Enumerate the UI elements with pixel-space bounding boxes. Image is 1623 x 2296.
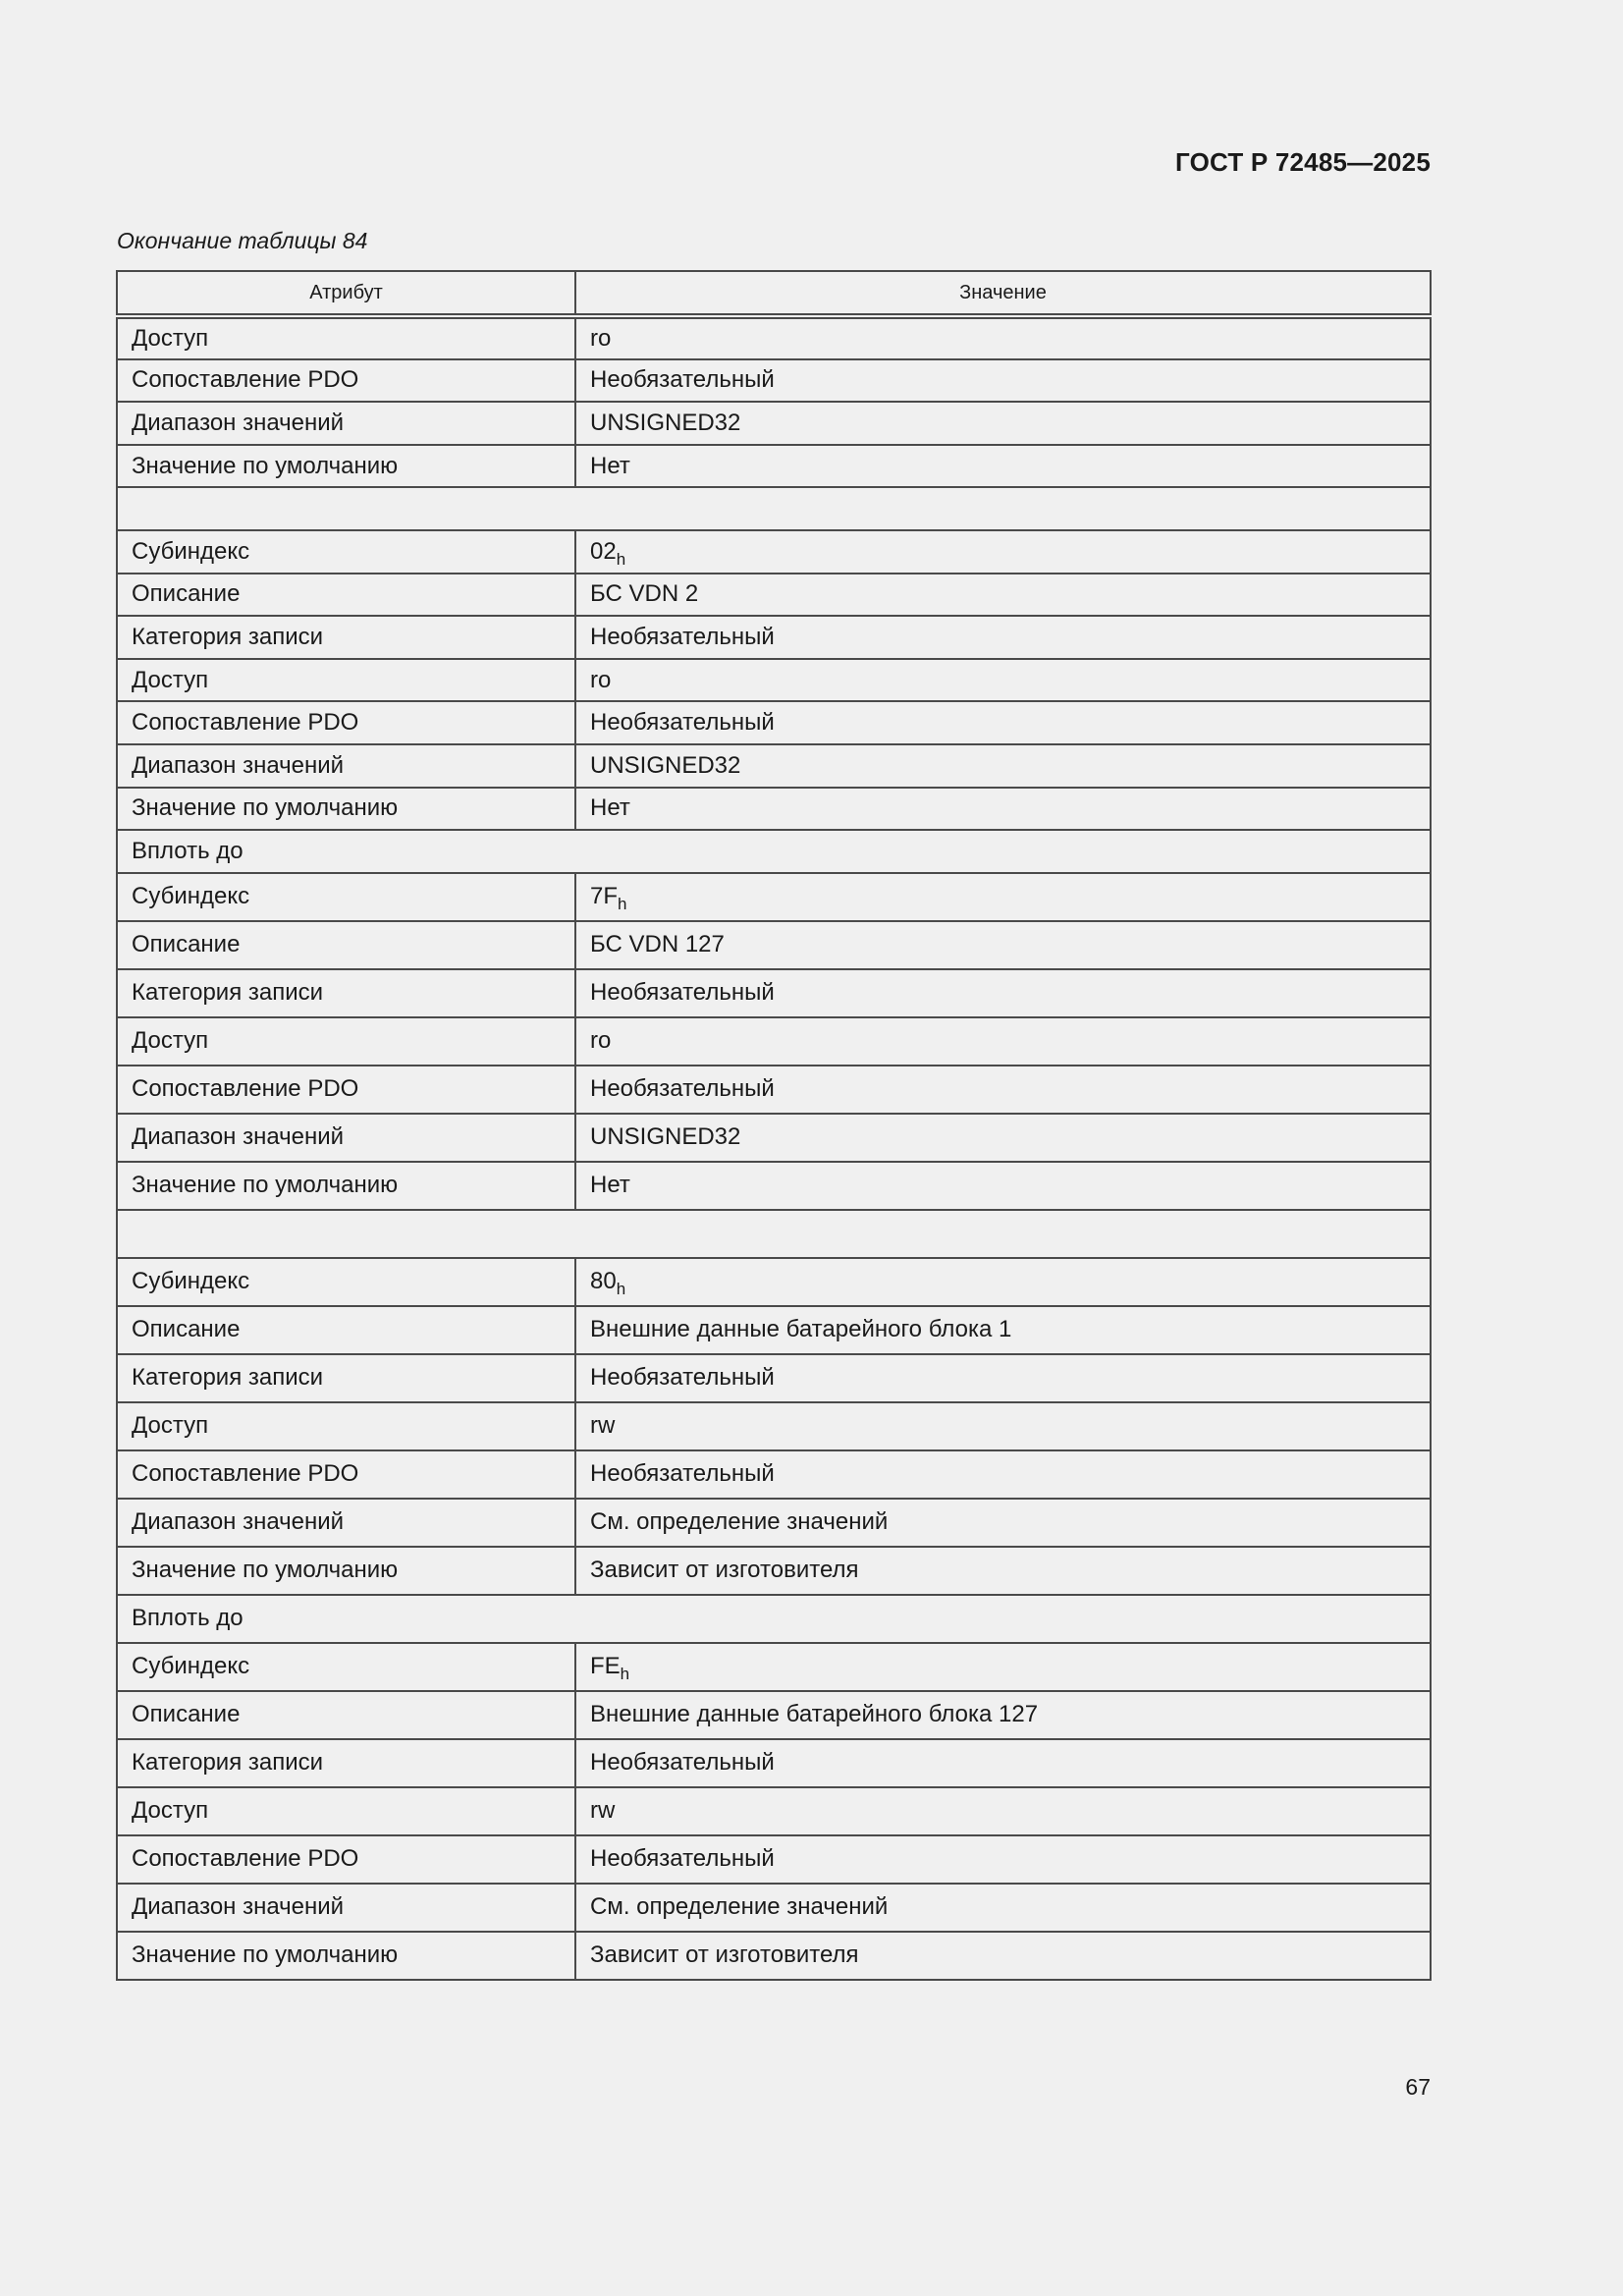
table-row — [117, 616, 1431, 659]
value-cell: Необязательный — [575, 1066, 1431, 1114]
value-cell: Зависит от изготовителя — [575, 1932, 1431, 1980]
attribute-cell: Диапазон значений — [117, 1114, 575, 1162]
table-row — [117, 1499, 1431, 1547]
table-row — [117, 1547, 1431, 1595]
attribute-cell: Описание — [117, 1691, 575, 1739]
section-label-cell: Вплоть до — [117, 830, 1431, 873]
table-row — [117, 1739, 1431, 1787]
attribute-cell: Описание — [117, 574, 575, 617]
attribute-cell: Категория записи — [117, 616, 575, 659]
table-row — [117, 1258, 1431, 1306]
table-row — [117, 1643, 1431, 1691]
attribute-cell: Диапазон значений — [117, 1499, 575, 1547]
value-text: 02 — [590, 537, 617, 565]
attribute-cell: Субиндекс — [117, 1643, 575, 1691]
hex-suffix-subscript: h — [618, 895, 627, 914]
attribute-cell: Доступ — [117, 1017, 575, 1066]
value-cell: Необязательный — [575, 1450, 1431, 1499]
table-row — [117, 744, 1431, 788]
attribute-cell: Категория записи — [117, 1354, 575, 1402]
attribute-cell: Субиндекс — [117, 873, 575, 921]
attribute-cell: Доступ — [117, 316, 575, 359]
section-label-cell: Вплоть до — [117, 1595, 1431, 1643]
attribute-cell: Категория записи — [117, 1739, 575, 1787]
table-row — [117, 1691, 1431, 1739]
attribute-cell: Описание — [117, 1306, 575, 1354]
value-cell: Необязательный — [575, 359, 1431, 403]
hex-suffix-subscript: h — [616, 1280, 626, 1299]
attribute-cell: Доступ — [117, 659, 575, 702]
value-cell: rw — [575, 1402, 1431, 1450]
table-section-row — [117, 1595, 1431, 1643]
column-header-value: Значение — [575, 271, 1431, 316]
value-cell: См. определение значений — [575, 1884, 1431, 1932]
table-row — [117, 359, 1431, 403]
attribute-table-container — [116, 270, 1430, 1981]
table-row — [117, 1402, 1431, 1450]
table-caption: Окончание таблицы 84 — [117, 228, 368, 253]
table-row — [117, 574, 1431, 617]
attribute-cell: Сопоставление PDO — [117, 1450, 575, 1499]
table-row — [117, 659, 1431, 702]
value-cell: UNSIGNED32 — [575, 402, 1431, 445]
page-number: 67 — [1405, 2074, 1431, 2100]
attribute-cell: Сопоставление PDO — [117, 359, 575, 403]
attribute-cell: Значение по умолчанию — [117, 445, 575, 488]
value-cell: Внешние данные батарейного блока 1 — [575, 1306, 1431, 1354]
table-section-row — [117, 830, 1431, 873]
document-standard-number: ГОСТ Р 72485—2025 — [1175, 147, 1431, 177]
value-cell: ro — [575, 316, 1431, 359]
attribute-cell: Сопоставление PDO — [117, 1066, 575, 1114]
table-section-row — [117, 1210, 1431, 1258]
table-row — [117, 701, 1431, 744]
value-cell: ro — [575, 1017, 1431, 1066]
value-cell: Необязательный — [575, 969, 1431, 1017]
attribute-cell: Сопоставление PDO — [117, 701, 575, 744]
value-text: 80 — [590, 1268, 617, 1295]
attribute-table — [116, 270, 1432, 1981]
table-row — [117, 1162, 1431, 1210]
table-row — [117, 530, 1431, 574]
value-cell: Внешние данные батарейного блока 127 — [575, 1691, 1431, 1739]
value-cell: rw — [575, 1787, 1431, 1835]
attribute-cell: Значение по умолчанию — [117, 1162, 575, 1210]
value-cell: Необязательный — [575, 616, 1431, 659]
value-cell — [575, 530, 1431, 574]
value-cell: ro — [575, 659, 1431, 702]
attribute-cell: Доступ — [117, 1787, 575, 1835]
hex-suffix-subscript: h — [616, 549, 626, 569]
table-header — [117, 271, 1431, 316]
table-row — [117, 445, 1431, 488]
attribute-cell: Доступ — [117, 1402, 575, 1450]
value-cell: Необязательный — [575, 1835, 1431, 1884]
value-cell — [575, 1258, 1431, 1306]
table-body — [117, 316, 1431, 1980]
value-text: 7F — [590, 883, 619, 910]
table-row — [117, 873, 1431, 921]
value-text: FE — [590, 1653, 621, 1680]
table-row — [117, 1450, 1431, 1499]
column-header-attribute: Атрибут — [117, 271, 575, 316]
table-row — [117, 1884, 1431, 1932]
attribute-cell: Значение по умолчанию — [117, 1932, 575, 1980]
table-row — [117, 402, 1431, 445]
attribute-cell: Значение по умолчанию — [117, 788, 575, 831]
table-row — [117, 1114, 1431, 1162]
attribute-cell: Субиндекс — [117, 1258, 575, 1306]
attribute-cell: Описание — [117, 921, 575, 969]
table-row — [117, 788, 1431, 831]
table-row — [117, 1017, 1431, 1066]
table-section-row — [117, 487, 1431, 530]
attribute-cell: Диапазон значений — [117, 402, 575, 445]
attribute-cell: Диапазон значений — [117, 1884, 575, 1932]
attribute-cell: Сопоставление PDO — [117, 1835, 575, 1884]
value-cell — [575, 1643, 1431, 1691]
value-cell: Нет — [575, 445, 1431, 488]
attribute-cell: Диапазон значений — [117, 744, 575, 788]
attribute-cell: Значение по умолчанию — [117, 1547, 575, 1595]
table-row — [117, 1835, 1431, 1884]
value-cell: Нет — [575, 788, 1431, 831]
table-row — [117, 921, 1431, 969]
value-cell: См. определение значений — [575, 1499, 1431, 1547]
value-cell: Необязательный — [575, 1739, 1431, 1787]
table-row — [117, 1932, 1431, 1980]
section-label-cell — [117, 1210, 1431, 1258]
value-cell — [575, 873, 1431, 921]
attribute-cell: Категория записи — [117, 969, 575, 1017]
section-label-cell — [117, 487, 1431, 530]
table-row — [117, 316, 1431, 359]
value-cell: БС VDN 127 — [575, 921, 1431, 969]
value-cell: Нет — [575, 1162, 1431, 1210]
attribute-cell: Субиндекс — [117, 530, 575, 574]
value-cell: БС VDN 2 — [575, 574, 1431, 617]
table-row — [117, 969, 1431, 1017]
value-cell: Зависит от изготовителя — [575, 1547, 1431, 1595]
table-row — [117, 1354, 1431, 1402]
value-cell: Необязательный — [575, 1354, 1431, 1402]
table-row — [117, 1066, 1431, 1114]
value-cell: UNSIGNED32 — [575, 744, 1431, 788]
table-header-row — [117, 271, 1431, 316]
hex-suffix-subscript: h — [620, 1665, 630, 1684]
table-row — [117, 1306, 1431, 1354]
value-cell: Необязательный — [575, 701, 1431, 744]
table-row — [117, 1787, 1431, 1835]
value-cell: UNSIGNED32 — [575, 1114, 1431, 1162]
